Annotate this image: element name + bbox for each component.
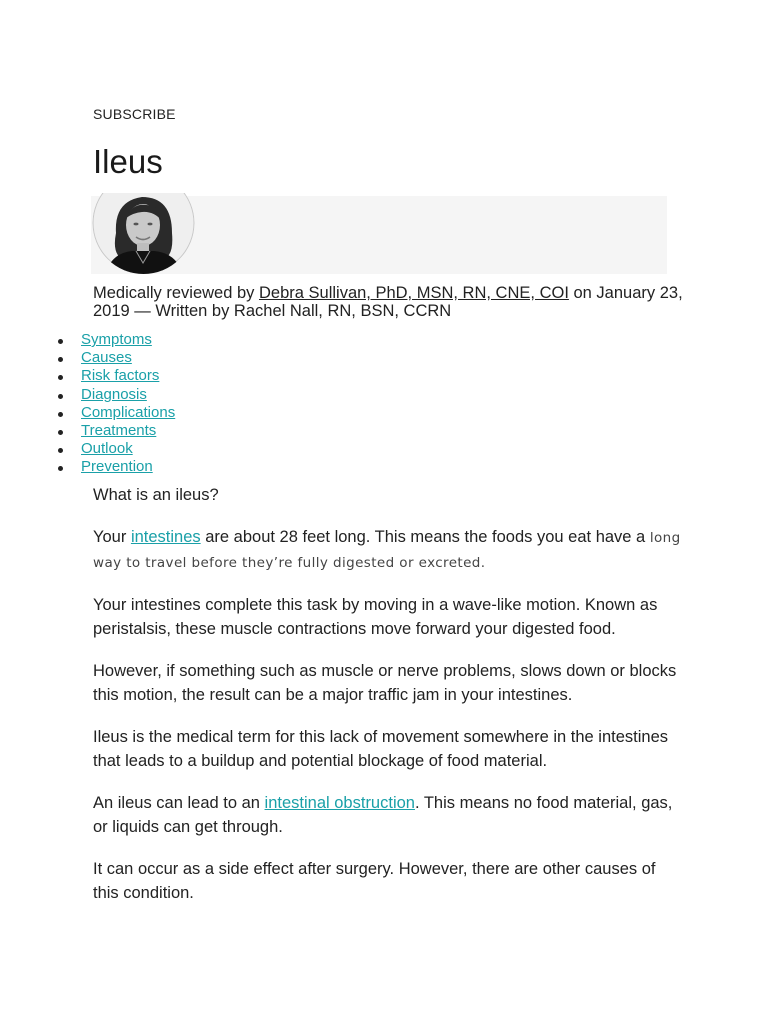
table-of-contents	[81, 331, 175, 477]
toc-link-treatments[interactable]: Treatments	[81, 421, 157, 439]
toc-item-complications	[81, 404, 175, 422]
intestinal-obstruction-link[interactable]: intestinal obstruction	[264, 794, 415, 812]
reviewer-avatar-icon	[92, 193, 195, 274]
bullet-icon	[58, 394, 63, 399]
section-heading: What is an ileus?	[93, 486, 219, 504]
bullet-icon	[58, 339, 63, 344]
p1-text-before: Your	[93, 528, 131, 546]
page-title: Ileus	[93, 143, 163, 180]
paragraph-6: It can occur as a side effect after surgery. However, there are other causes of this condition.	[93, 860, 656, 902]
paragraph-3: However, if something such as muscle or nerve problems, slows down or blocks this motion, the result can be a major traffic jam in your intestines.	[93, 662, 677, 704]
toc-item-symptoms	[81, 331, 175, 349]
toc-link-diagnosis[interactable]: Diagnosis	[81, 385, 147, 403]
toc-item-causes	[81, 349, 175, 367]
toc-link-complications[interactable]: Complications	[81, 403, 176, 421]
toc-link-causes[interactable]: Causes	[81, 349, 132, 367]
toc-item-prevention	[81, 458, 175, 476]
toc-item-diagnosis	[81, 386, 175, 404]
toc-link-risk-factors[interactable]: Risk factors	[81, 367, 160, 385]
intestines-link[interactable]: intestines	[130, 528, 201, 546]
bullet-icon	[58, 430, 63, 435]
paragraph-4: Ileus is the medical term for this lack of movement somewhere in the intestines that leads to a buildup and potential blockage of food material.	[93, 728, 668, 770]
toc-link-outlook[interactable]: Outlook	[81, 440, 133, 458]
paragraph-1	[93, 525, 683, 575]
byline-prefix: Medically reviewed by	[93, 284, 259, 302]
p5-text-before: An ileus can lead to an	[93, 794, 265, 812]
p5-text-after: . This means no food material, gas, or liquids can get through.	[93, 794, 673, 836]
paragraph-5	[93, 791, 683, 839]
p1-text-after: are about 28 feet long. This means the foods you eat have a	[200, 528, 650, 546]
toc-item-outlook	[81, 440, 175, 458]
toc-link-prevention[interactable]: Prevention	[81, 458, 153, 476]
reviewer-name-link[interactable]: Debra Sullivan, PhD, MSN, RN, CNE, COI	[258, 284, 569, 302]
subscribe-link[interactable]: SUBSCRIBE	[93, 106, 176, 122]
bullet-icon	[58, 375, 63, 380]
byline-date: on January 23, 2019 — Written by Rachel Nall, RN, BSN, CCRN	[93, 284, 683, 320]
byline	[93, 284, 683, 320]
toc-link-symptoms[interactable]: Symptoms	[81, 331, 152, 348]
paragraph-2: Your intestines complete this task by moving in a wave-like motion. Known as peristalsis, these muscle contractions move forward your digested food.	[93, 596, 658, 638]
bullet-icon	[58, 448, 63, 453]
bullet-icon	[58, 466, 63, 471]
bullet-icon	[58, 357, 63, 362]
article-body	[93, 484, 683, 923]
bullet-icon	[58, 412, 63, 417]
toc-item-risk-factors	[81, 367, 175, 385]
toc-item-treatments	[81, 422, 175, 440]
p1-text-tail: long way to travel before they’re fully digested or excreted.	[93, 530, 681, 571]
